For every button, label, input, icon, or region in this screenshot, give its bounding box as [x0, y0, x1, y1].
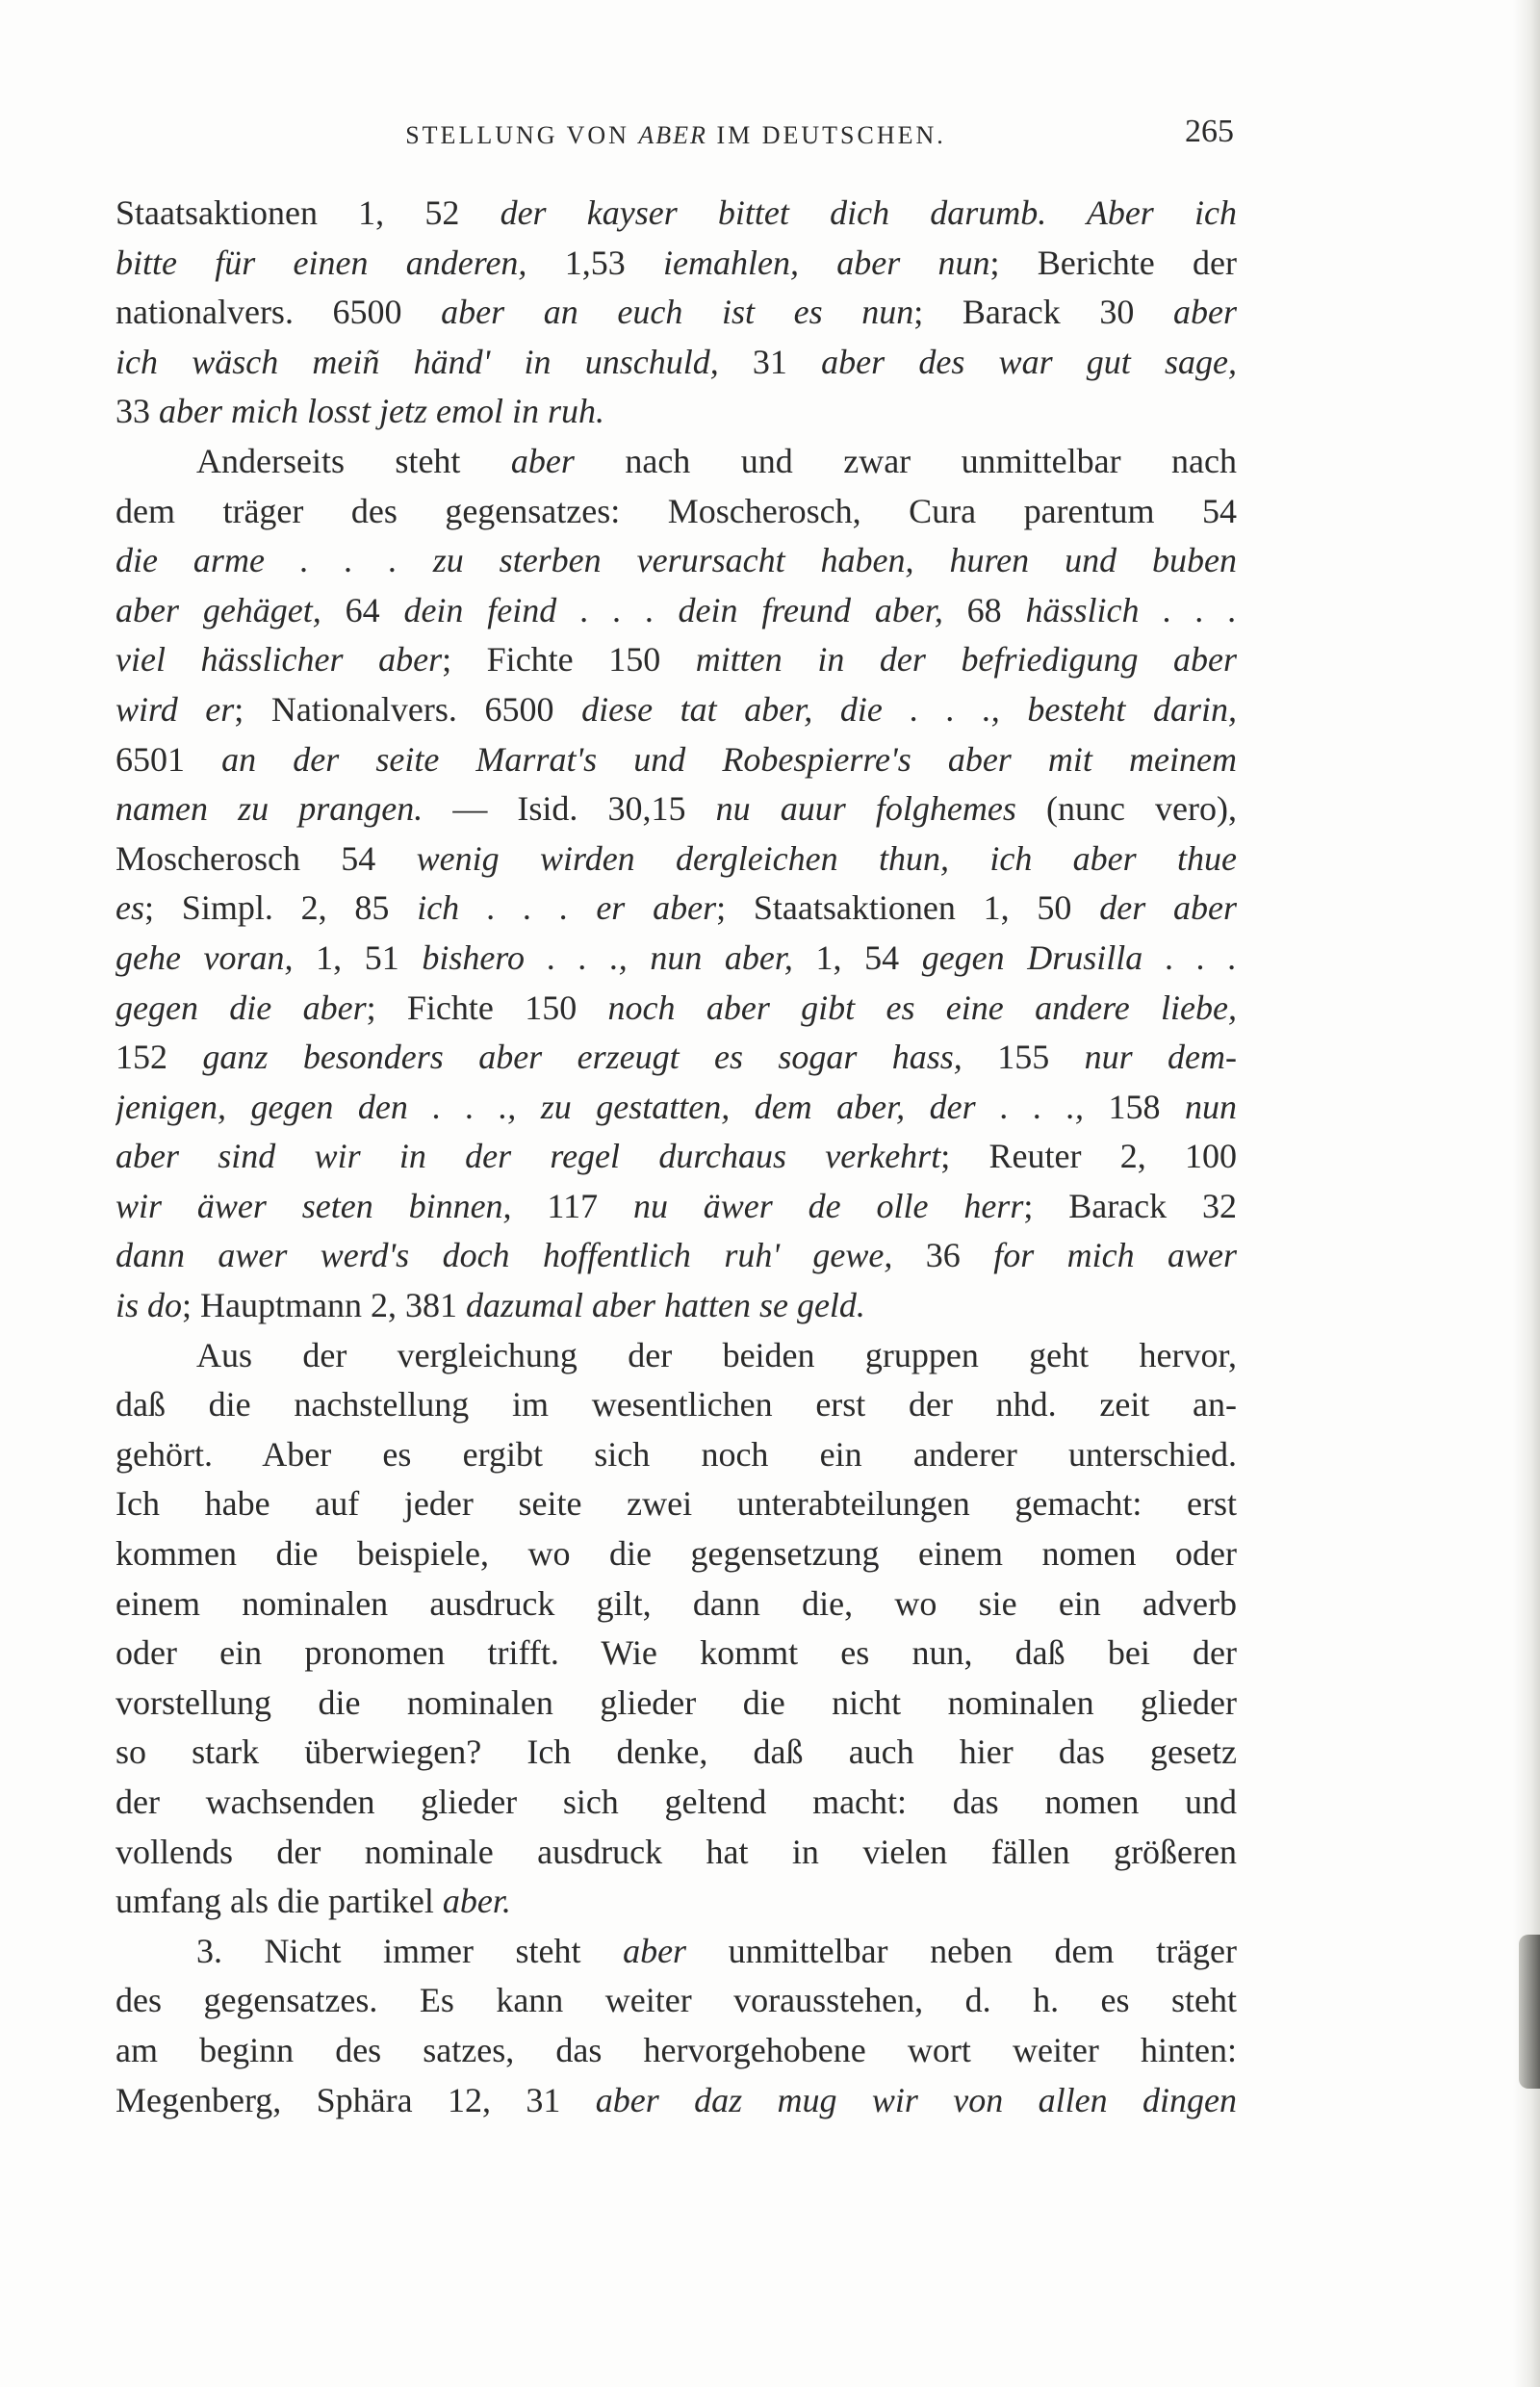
text-segment: ; Reuter 2, 100: [940, 1137, 1237, 1176]
text-line: [116, 1281, 1237, 1331]
text-line-content: [116, 1430, 1237, 1480]
italic-segment: an der seite Marrat's und Robespierre's aber mit meinem: [221, 739, 1237, 779]
text-segment: 68: [942, 590, 1026, 629]
text-segment: 64: [321, 590, 404, 629]
text-line-content: [116, 735, 1237, 785]
running-title-before: STELLUNG VON: [405, 121, 639, 149]
italic-segment: wird er: [116, 689, 235, 729]
italic-segment: bishero . . ., nun aber,: [422, 937, 793, 977]
italic-segment: diese tat aber, die . . ., besteht darin,: [581, 689, 1237, 729]
text-line-content: [116, 685, 1237, 735]
text-line: [116, 239, 1237, 289]
text-segment: Ich habe auf jeder seite zwei unterabteilungen gemacht: erst: [116, 1484, 1237, 1524]
running-title: [117, 121, 1234, 150]
text-line-content: [116, 189, 1237, 239]
text-segment: der wachsenden glieder sich geltend macht: das nomen und: [116, 1783, 1237, 1821]
running-head: [117, 114, 1234, 152]
italic-segment: aber mich losst jetz emol in ruh.: [159, 392, 604, 431]
italic-segment: gehe voran,: [116, 937, 294, 977]
italic-segment: wenig wirden dergleichen thun, ich aber thue: [416, 838, 1237, 878]
italic-segment: ganz besonders aber erzeugt es sogar hass,: [202, 1038, 962, 1077]
text-line: [116, 984, 1237, 1034]
text-segment: umfang als die partikel: [116, 1882, 443, 1921]
text-segment: ; Staatsaktionen 1, 50: [716, 888, 1100, 928]
text-segment: Megenberg, Sphära 12, 31: [116, 2080, 596, 2119]
page-number: 265: [1185, 114, 1234, 149]
italic-segment: iemahlen, aber nun: [663, 243, 990, 282]
text-segment: ; Nationalvers. 6500: [234, 689, 582, 729]
text-line-content: [116, 487, 1237, 537]
text-line-content: [116, 437, 1237, 487]
italic-segment: mitten in der befriedigung aber: [695, 640, 1237, 680]
text-line: [116, 189, 1237, 239]
italic-segment: die arme . . . zu sterben verursacht haben, huren und buben: [116, 541, 1237, 580]
text-line-content: [116, 2076, 1237, 2126]
italic-segment: dann awer werd's doch hoffentlich ruh' gewe,: [116, 1236, 893, 1275]
text-segment: ; Simpl. 2, 85: [144, 888, 418, 928]
text-line: [116, 1976, 1237, 2026]
text-segment: Moscherosch 54: [116, 838, 417, 878]
italic-segment: nu auur folghemes: [715, 789, 1016, 829]
text-segment: einem nominalen ausdruck gilt, dann die, wo sie ein adverb: [116, 1583, 1237, 1623]
text-segment: vollends der nominale ausdruck hat in vielen fällen größeren: [116, 1832, 1237, 1871]
italic-segment: wir äwer seten binnen,: [116, 1186, 512, 1225]
text-line-content: [116, 1579, 1237, 1630]
italic-segment: es: [116, 888, 144, 928]
text-line: [116, 934, 1237, 984]
text-segment: 31: [718, 342, 822, 381]
text-line: [116, 586, 1237, 636]
text-line: [116, 1728, 1237, 1778]
italic-segment: aber.: [442, 1882, 511, 1921]
italic-segment: nu äwer de olle herr: [632, 1186, 1024, 1225]
text-line: [116, 387, 1237, 437]
text-segment: 1, 54: [792, 937, 922, 977]
text-line: [116, 1828, 1237, 1878]
text-segment: (nunc vero),: [1015, 789, 1237, 829]
italic-segment: aber gehäget,: [116, 590, 321, 629]
text-line: [116, 1083, 1237, 1133]
text-line: [116, 1132, 1237, 1182]
text-line-content: [116, 984, 1237, 1034]
italic-segment: nun: [1185, 1087, 1237, 1126]
text-line: [116, 338, 1237, 388]
italic-segment: aber an euch ist es nun: [441, 293, 914, 332]
text-line-content: [116, 586, 1237, 636]
text-line-content: [116, 239, 1237, 289]
text-segment: ; Fichte 150: [366, 988, 608, 1027]
text-segment: — Isid. 30,15: [423, 789, 716, 829]
text-segment: Aus der vergleichung der beiden gruppen geht hervor,: [196, 1335, 1237, 1374]
text-line: [116, 1679, 1237, 1729]
italic-segment: gegen Drusilla . . .: [921, 937, 1237, 977]
text-line: [116, 784, 1237, 834]
italic-segment: dazumal aber hatten se geld.: [465, 1286, 865, 1325]
text-line-content: [116, 1679, 1237, 1729]
text-line-content: [116, 635, 1237, 685]
text-line: [116, 834, 1237, 885]
text-line: [116, 1479, 1237, 1529]
text-line: [116, 1579, 1237, 1630]
italic-segment: der aber: [1099, 888, 1237, 928]
italic-segment: gegen die aber: [116, 988, 367, 1027]
text-line: [116, 884, 1237, 934]
text-line: [116, 1430, 1237, 1480]
text-line: [116, 1927, 1237, 1977]
text-line: [116, 735, 1237, 785]
text-segment: 117: [511, 1186, 633, 1225]
text-segment: 158: [1084, 1087, 1186, 1126]
text-line-content: [116, 1132, 1237, 1182]
text-segment: daß die nachstellung im wesentlichen erst der nhd. zeit an-: [116, 1385, 1237, 1424]
text-segment: des gegensatzes. Es kann weiter vorausstehen, d. h. es steht: [116, 1981, 1237, 2020]
text-line: [116, 685, 1237, 735]
text-line-content: [116, 2026, 1237, 2076]
text-line: [116, 1877, 1237, 1927]
text-line-content: [116, 834, 1237, 885]
text-segment: dem träger des gegensatzes: Moscherosch, Cura parentum 54: [116, 491, 1237, 530]
text-line: [116, 1380, 1237, 1430]
page-edge-mark: [1519, 1935, 1540, 2089]
text-segment: 33: [116, 392, 159, 431]
text-line-content: [116, 784, 1237, 834]
text-line: [116, 487, 1237, 537]
text-line-content: [116, 1728, 1237, 1778]
text-segment: 1, 51: [293, 937, 423, 977]
italic-segment: aber sind wir in der regel durchaus verkehrt: [116, 1137, 941, 1176]
text-line-content: [116, 288, 1237, 338]
italic-segment: ich . . . er aber: [417, 888, 717, 928]
text-segment: nationalvers. 6500: [116, 293, 442, 332]
text-line-content: [116, 1033, 1237, 1083]
running-title-after: IM DEUTSCHEN.: [706, 121, 946, 149]
text-line-content: [116, 884, 1237, 934]
italic-segment: aber: [623, 1931, 687, 1970]
italic-segment: dein feind . . . dein freund aber,: [403, 590, 943, 629]
text-segment: 36: [892, 1236, 994, 1275]
text-segment: Staatsaktionen 1, 52: [116, 193, 500, 232]
text-line: [116, 1629, 1237, 1679]
text-segment: Anderseits steht: [196, 441, 511, 480]
text-line: [116, 2026, 1237, 2076]
italic-segment: hässlich . . .: [1025, 590, 1237, 629]
italic-segment: bitte für einen anderen,: [116, 243, 527, 282]
text-line-content: [116, 1877, 1237, 1927]
text-segment: ; Barack 30: [913, 293, 1173, 332]
text-segment: gehört. Aber es ergibt sich noch ein anderer unterschied.: [116, 1434, 1237, 1474]
text-segment: nach und zwar unmittelbar nach: [574, 441, 1237, 480]
text-line: [116, 1182, 1237, 1232]
italic-segment: noch aber gibt es eine andere liebe,: [607, 988, 1237, 1027]
italic-segment: der kayser bittet dich darumb. Aber ich: [500, 193, 1237, 232]
text-line-content: [116, 1182, 1237, 1232]
text-line-content: [116, 1083, 1237, 1133]
text-line-content: [116, 1331, 1237, 1381]
text-line-content: [116, 1231, 1237, 1281]
italic-segment: aber des war gut sage,: [821, 342, 1237, 381]
text-line: [116, 1033, 1237, 1083]
text-line-content: [116, 1629, 1237, 1679]
text-line: [116, 1529, 1237, 1579]
text-segment: vorstellung die nominalen glieder die nicht nominalen glieder: [116, 1682, 1237, 1722]
italic-segment: namen zu prangen.: [116, 789, 424, 829]
text-line-content: [116, 1976, 1237, 2026]
text-segment: 3. Nicht immer steht: [196, 1931, 624, 1970]
text-segment: kommen die beispiele, wo die gegensetzung einem nomen oder: [116, 1534, 1237, 1574]
text-line-content: [116, 1479, 1237, 1529]
text-line: [116, 2076, 1237, 2126]
text-segment: so stark überwiegen? Ich denke, daß auch hier das gesetz: [116, 1732, 1237, 1772]
text-line-content: [116, 1778, 1237, 1828]
italic-segment: nur dem-: [1084, 1038, 1237, 1077]
text-line: [116, 288, 1237, 338]
text-line-content: [116, 1529, 1237, 1579]
text-segment: 6501: [116, 739, 222, 779]
text-segment: 155: [962, 1038, 1085, 1077]
text-line: [116, 536, 1237, 586]
text-segment: 152: [116, 1038, 203, 1077]
text-line-content: [116, 387, 1237, 437]
running-title-italic: ABER: [638, 121, 707, 149]
text-line-content: [116, 1281, 1237, 1331]
text-line: [116, 437, 1237, 487]
italic-segment: viel hässlicher aber: [116, 640, 443, 680]
text-segment: oder ein pronomen trifft. Wie kommt es nun, daß bei der: [116, 1633, 1237, 1673]
text-segment: am beginn des satzes, das hervorgehobene wort weiter hinten:: [116, 2030, 1237, 2069]
text-segment: ; Berichte der: [989, 243, 1237, 282]
text-line: [116, 1231, 1237, 1281]
text-line: [116, 1778, 1237, 1828]
text-segment: unmittelbar neben dem träger: [686, 1931, 1237, 1970]
italic-segment: aber daz mug wir von allen dingen: [595, 2080, 1237, 2119]
italic-segment: aber: [510, 441, 575, 480]
text-segment: ; Barack 32: [1023, 1186, 1237, 1225]
body-text: [116, 189, 1237, 2125]
text-line-content: [116, 338, 1237, 388]
text-segment: 1,53: [526, 243, 663, 282]
text-line-content: [116, 934, 1237, 984]
text-line-content: [116, 1380, 1237, 1430]
italic-segment: ich wäsch meiñ händ' in unschuld,: [116, 342, 719, 381]
italic-segment: jenigen, gegen den . . ., zu gestatten, dem aber, der . . .,: [116, 1087, 1085, 1126]
text-line: [116, 1331, 1237, 1381]
text-line-content: [116, 536, 1237, 586]
italic-segment: for mich awer: [993, 1236, 1237, 1275]
text-segment: ; Fichte 150: [442, 640, 696, 680]
italic-segment: is do: [116, 1286, 183, 1325]
text-line-content: [116, 1927, 1237, 1977]
italic-segment: aber: [1173, 293, 1237, 332]
text-line-content: [116, 1828, 1237, 1878]
text-segment: ; Hauptmann 2, 381: [182, 1286, 466, 1325]
text-line: [116, 635, 1237, 685]
